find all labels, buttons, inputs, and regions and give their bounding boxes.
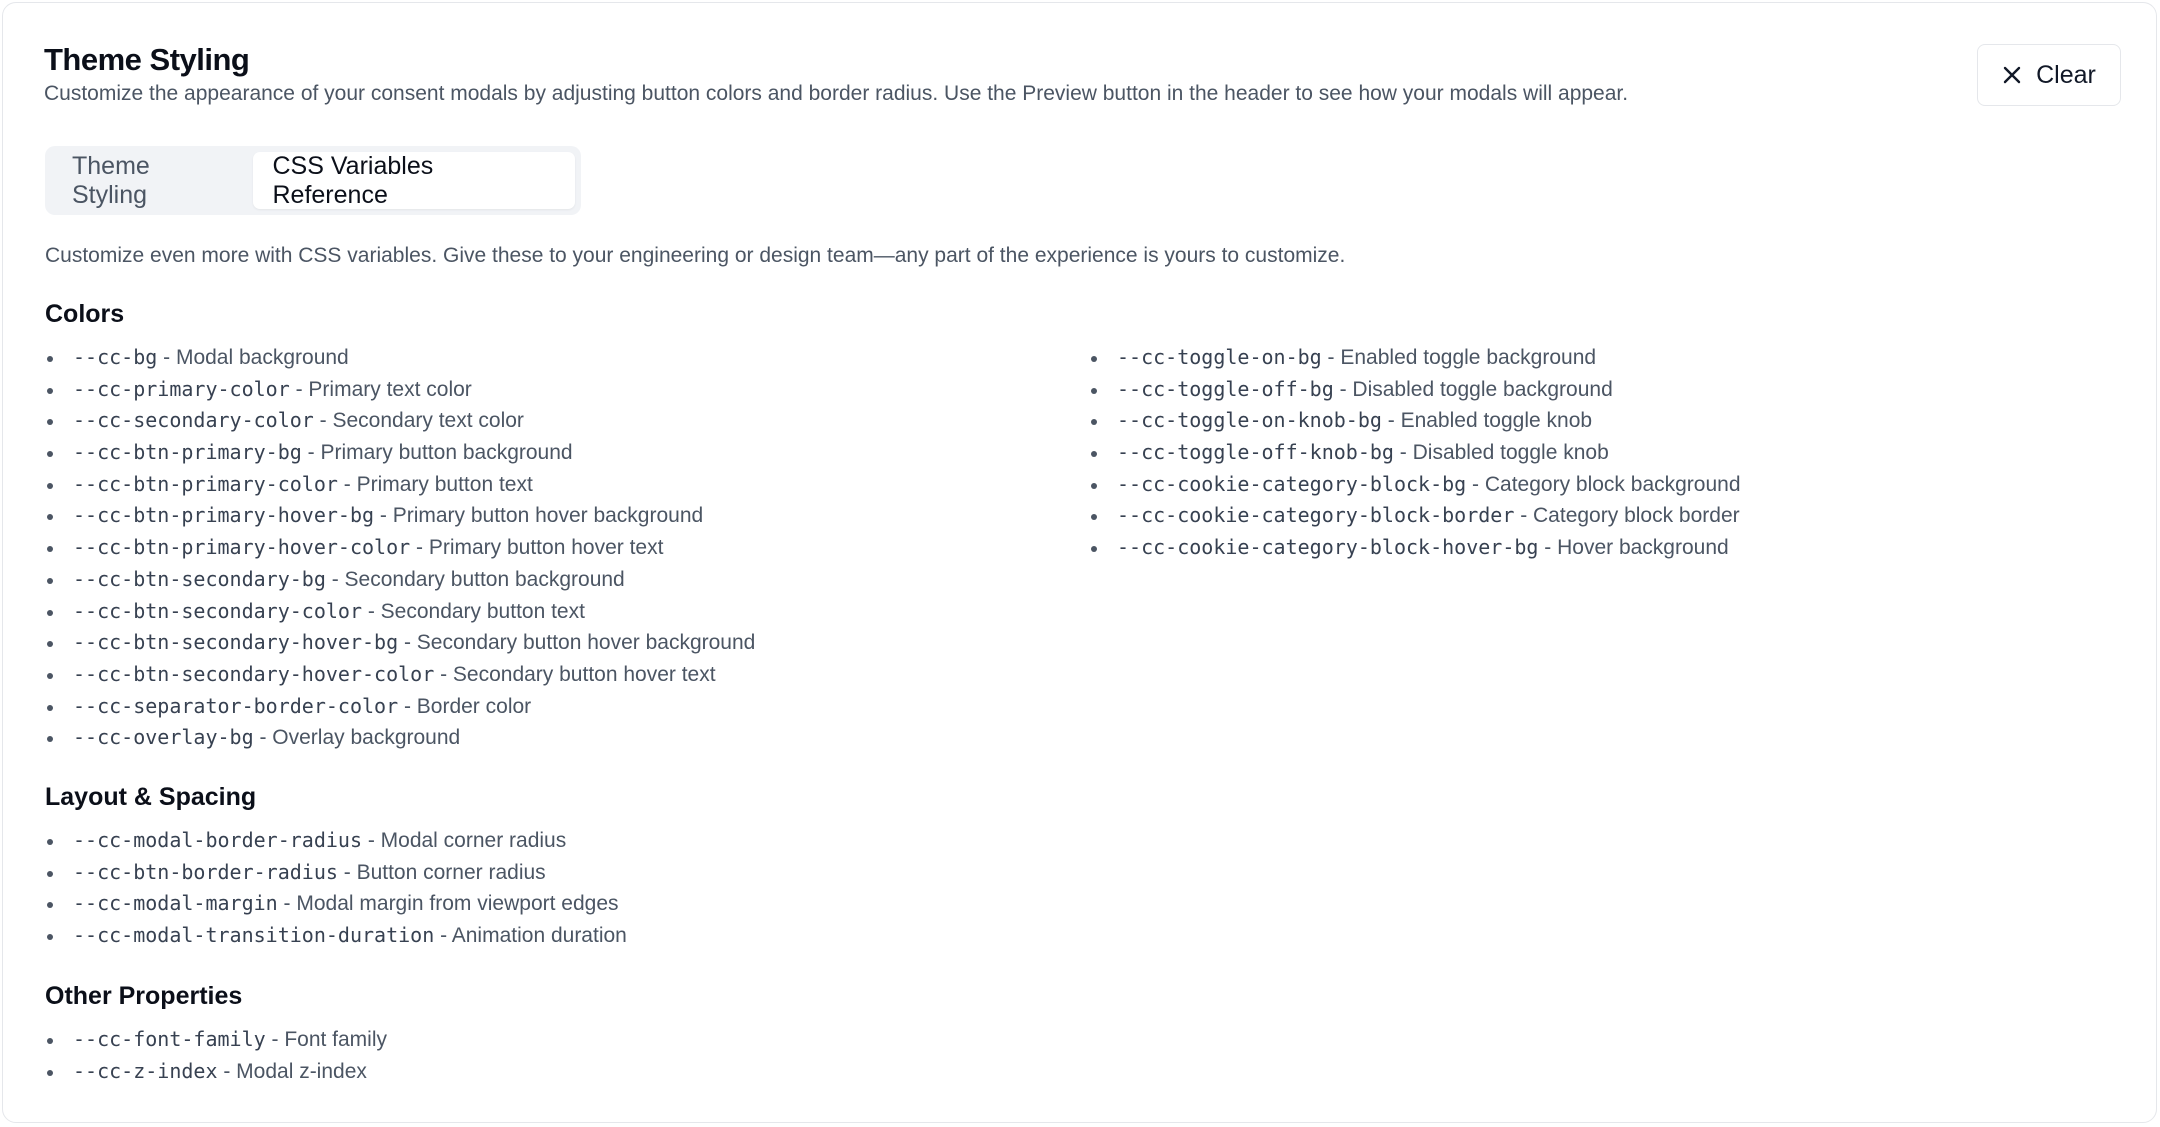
css-variable-description: - Button corner radius [337, 860, 546, 884]
css-variable-description: - Primary button hover background [374, 504, 704, 528]
css-variable-description: - Primary button text [337, 472, 533, 496]
css-variable-item [45, 722, 755, 754]
css-variable-item [45, 564, 755, 596]
css-variable-description: - Enabled toggle knob [1381, 409, 1593, 433]
css-variable-description: - Secondary text color [313, 409, 524, 433]
css-variable-item [1089, 532, 1741, 564]
css-variable-name: --cc-btn-primary-color [73, 471, 338, 496]
tab-theme-styling[interactable]: Theme Styling [72, 151, 150, 209]
css-variable-item [1089, 342, 1741, 374]
css-variable-item [45, 920, 627, 952]
css-variables-intro: Customize even more with CSS variables. Give these to your engineering or design team—any part of the experience is yours to customize. [45, 244, 1346, 267]
css-variable-description: - Modal background [157, 346, 349, 369]
css-variable-name: --cc-btn-border-radius [73, 859, 338, 884]
css-variable-description: - Secondary button hover background [398, 631, 756, 655]
panel-header [44, 41, 1944, 109]
css-variable-item [1089, 405, 1741, 437]
css-variable-description: - Category block background [1466, 472, 1741, 496]
css-variable-item [45, 1056, 387, 1088]
css-variable-description: - Hover background [1538, 536, 1729, 560]
css-variable-description: - Primary text color [289, 377, 472, 401]
css-variable-description: - Primary button hover text [410, 536, 664, 560]
page-subtitle: Customize the appearance of your consent modals by adjusting button colors and border radius. Use the Preview button in the header to see how your modals will appear. [44, 82, 1629, 105]
layout-spacing-list [45, 825, 627, 952]
close-icon [2002, 65, 2022, 85]
css-variable-description: - Modal margin from viewport edges [277, 892, 619, 916]
css-variable-name: --cc-secondary-color [73, 408, 314, 433]
css-variable-item [1089, 437, 1741, 469]
css-variable-name: --cc-overlay-bg [73, 725, 254, 750]
css-variable-description: - Overlay background [253, 726, 461, 750]
css-variable-description: - Category block border [1514, 504, 1740, 528]
css-variable-item [45, 691, 755, 723]
css-variable-description: - Secondary button background [325, 567, 625, 591]
css-variable-name: --cc-primary-color [73, 376, 290, 401]
css-variable-name: --cc-btn-secondary-color [73, 598, 362, 623]
css-variable-name: --cc-btn-primary-bg [73, 440, 302, 465]
css-variable-item [1089, 374, 1741, 406]
css-variable-name: --cc-font-family [73, 1027, 266, 1051]
other-properties-list [45, 1024, 387, 1087]
css-variable-item [45, 437, 755, 469]
css-variable-item [45, 500, 755, 532]
css-variable-item [45, 405, 755, 437]
css-variable-name: --cc-btn-secondary-hover-color [73, 661, 435, 686]
css-variable-item [45, 596, 755, 628]
section-title-other-properties: Other Properties [45, 982, 243, 1010]
css-variable-item [45, 888, 627, 920]
clear-button-label: Clear [2036, 60, 2096, 89]
clear-button[interactable] [1977, 44, 2121, 106]
css-variable-name: --cc-separator-border-color [73, 693, 399, 718]
css-variable-item [45, 342, 755, 374]
css-variable-name: --cc-modal-transition-duration [73, 923, 435, 948]
css-variable-name: --cc-bg [73, 345, 158, 369]
css-variable-description: - Modal z-index [217, 1059, 367, 1083]
page-title: Theme Styling [44, 42, 250, 77]
css-variable-name: --cc-z-index [73, 1058, 218, 1083]
css-variable-name: --cc-cookie-category-block-hover-bg [1117, 535, 1539, 560]
css-variable-name: --cc-btn-secondary-hover-bg [73, 630, 399, 655]
section-title-layout-spacing: Layout & Spacing [45, 783, 257, 811]
css-variable-item [45, 825, 627, 857]
css-variable-description: - Enabled toggle background [1321, 346, 1597, 369]
css-variable-name: --cc-cookie-category-block-bg [1117, 471, 1467, 496]
colors-list-left [45, 342, 755, 754]
css-variable-description: - Modal corner radius [361, 829, 567, 852]
css-variable-name: --cc-cookie-category-block-border [1117, 503, 1515, 528]
css-variable-item [1089, 469, 1741, 501]
css-variable-name: --cc-toggle-off-knob-bg [1117, 440, 1394, 465]
css-variable-name: --cc-toggle-on-knob-bg [1117, 408, 1382, 433]
css-variable-item [45, 627, 755, 659]
css-variable-name: --cc-btn-primary-hover-bg [73, 503, 375, 528]
css-variable-item [45, 532, 755, 564]
css-variable-name: --cc-btn-secondary-bg [73, 566, 326, 591]
css-variable-description: - Disabled toggle background [1333, 377, 1613, 401]
tab-css-variables-reference[interactable]: CSS Variables Reference [253, 152, 576, 209]
tab-list [45, 146, 581, 215]
css-variable-item [45, 659, 755, 691]
css-variable-name: --cc-btn-primary-hover-color [73, 535, 411, 560]
css-variable-item [1089, 500, 1741, 532]
css-variable-item [45, 857, 627, 889]
css-variable-description: - Secondary button text [361, 599, 585, 623]
colors-list-right [1089, 342, 1741, 564]
theme-styling-panel [2, 2, 2157, 1123]
css-variable-description: - Animation duration [434, 924, 627, 948]
css-variable-description: - Disabled toggle knob [1393, 441, 1609, 465]
css-variable-name: --cc-toggle-off-bg [1117, 376, 1334, 401]
css-variable-item [45, 374, 755, 406]
section-title-colors: Colors [45, 300, 125, 328]
css-variable-description: - Secondary button hover text [434, 662, 716, 686]
css-variable-name: --cc-modal-border-radius [73, 828, 362, 852]
css-variable-item [45, 469, 755, 501]
css-variable-description: - Font family [265, 1028, 388, 1051]
css-variable-name: --cc-toggle-on-bg [1117, 345, 1322, 369]
css-variable-name: --cc-modal-margin [73, 891, 278, 916]
css-variable-item [45, 1024, 387, 1056]
css-variable-description: - Border color [398, 694, 532, 718]
css-variable-description: - Primary button background [301, 441, 573, 465]
